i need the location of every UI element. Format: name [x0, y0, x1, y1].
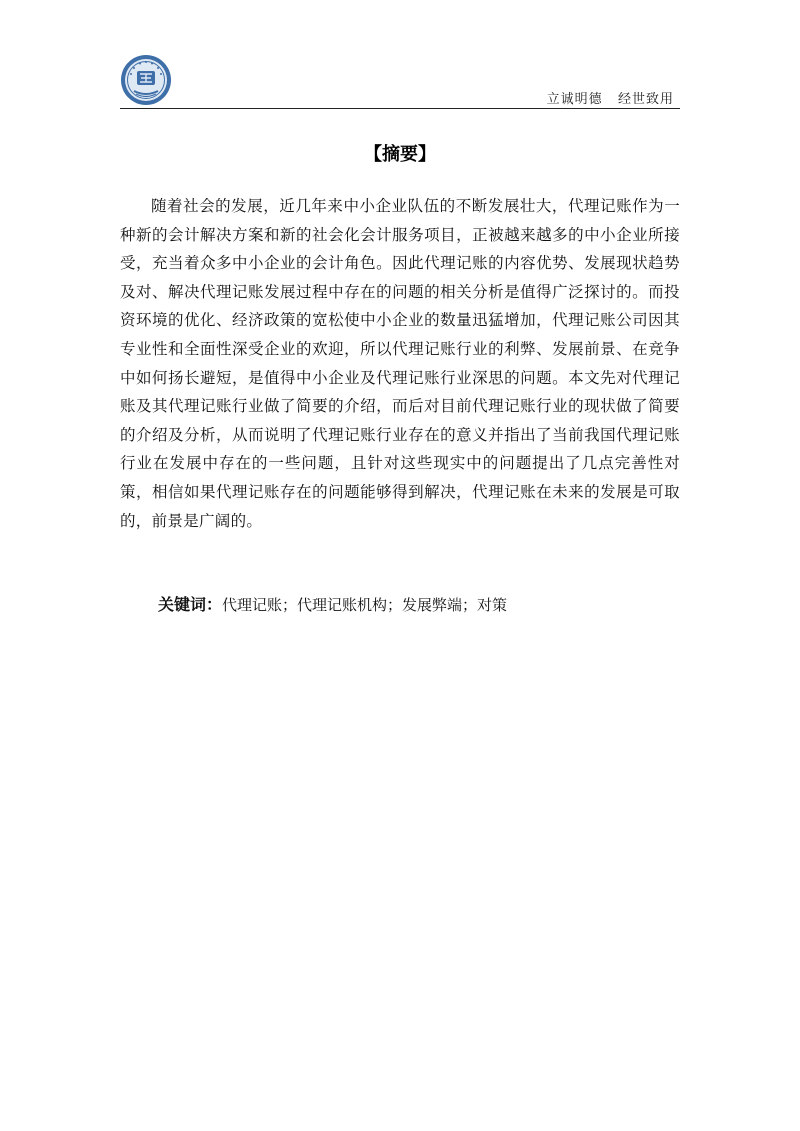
keywords-line: [158, 592, 678, 615]
page-header: [120, 54, 680, 110]
keywords-value: 代理记账；代理记账机构；发展弊端；对策: [222, 596, 508, 614]
keywords-label: 关键词：: [158, 595, 223, 614]
header-motto: 立诚明德 经世致用: [546, 92, 674, 107]
university-seal-icon: [120, 54, 172, 106]
abstract-body: 随着社会的发展，近几年来中小企业队伍的不断发展壮大，代理记账作为一种新的会计解决方案和新的社会化会计服务项目，正被越来越多的中小企业所接受，充当着众多中小企业的会计角色。因此代理记账的内容优势、发展现状趋势及对、解决代理记账发展过程中存在的问题的相关分析是值得广泛探讨的。而投资环境的优化、经济政策的宽松使中小企业的数量迅猛增加，代理记账公司因其专业性和全面性深受企业的欢迎，所以代理记账行业的利弊、发展前景、在竞争中如何扬长避短，是值得中小企业及代理记账行业深思的问题。本文先对代理记账及其代理记账行业做了简要的介绍，而后对目前代理记账行业的现状做了简要的介绍及分析，从而说明了代理记账行业存在的意义并指出了当前我国代理记账行业在发展中存在的一些问题，且针对这些现实中的问题提出了几点完善性对策，相信如果代理记账存在的问题能够得到解决，代理记账在未来的发展是可取的，前景是广阔的。: [120, 197, 680, 530]
abstract-title: 【摘要】: [364, 144, 436, 165]
header-divider: [120, 108, 680, 109]
